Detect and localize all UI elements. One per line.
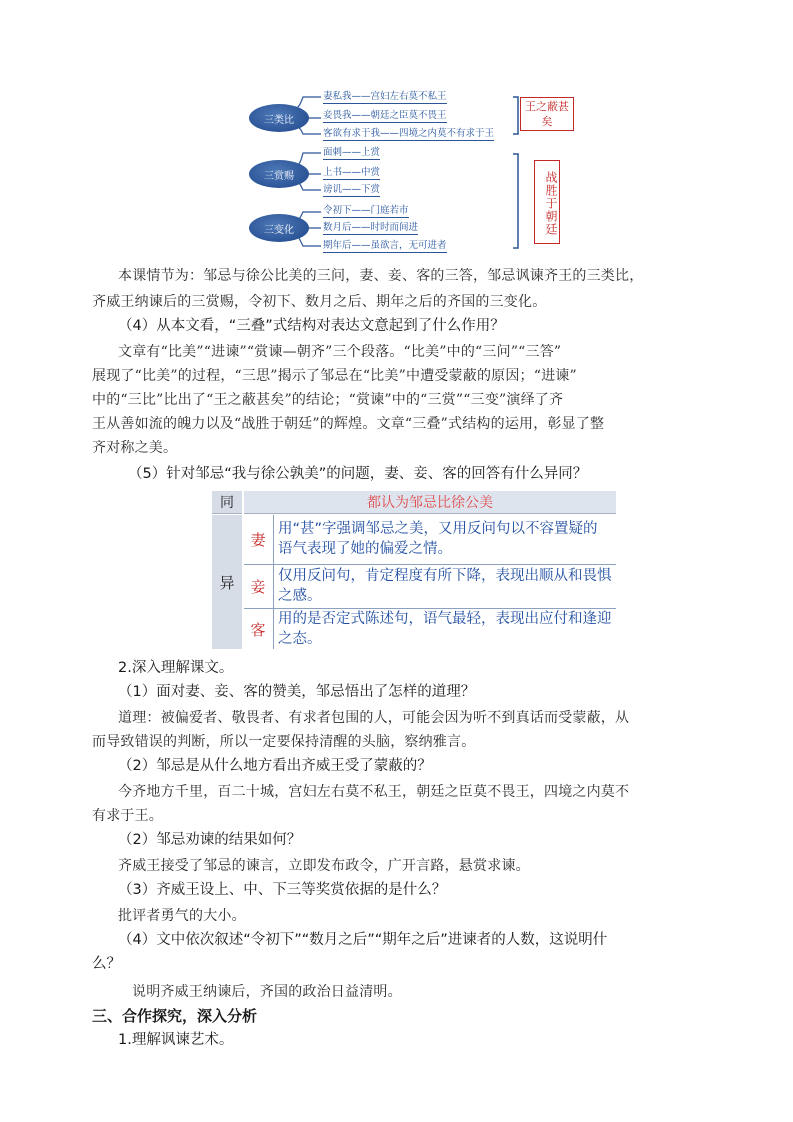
answer-2-2-line: 有求于王。 bbox=[92, 808, 163, 824]
mindmap-item: 谤讥——下赏 bbox=[323, 184, 381, 195]
section-3-heading: 三、合作探究，深入分析 bbox=[92, 1007, 258, 1025]
question-5: （5）针对邹忌“我与徐公孰美”的问题，妻、妾、客的回答有什么异同？ bbox=[128, 466, 588, 482]
diff-label: 异 bbox=[212, 515, 242, 649]
row-text: 用“甚”字强调邹忌之美，又用反问句以不容置疑的语气表现了她的偏爱之情。 bbox=[278, 521, 598, 557]
mindmap-item: 数月后——时时而间进 bbox=[323, 222, 419, 233]
node-comparison: 三类比 bbox=[249, 104, 309, 132]
node-reward: 三赏赐 bbox=[249, 160, 309, 188]
same-label: 同 bbox=[212, 491, 242, 514]
question-2-1: （1）面对妻、妾、客的赞美，邹忌悟出了怎样的道理？ bbox=[118, 684, 476, 700]
question-2-5: （4）文中依次叙述“令初下”“数月之后”“期年之后”进谏者的人数，这说明什 bbox=[118, 932, 608, 948]
row-label-concubine: 妾 bbox=[250, 577, 266, 596]
answer-2-3: 齐威王接受了邹忌的谏言，立即发布政令，广开言路，悬赏求谏。 bbox=[118, 858, 530, 874]
answer-4-line: 齐对称之美。 bbox=[92, 440, 178, 456]
question-2-2: （2）邹忌是从什么地方看出齐威王受了蒙蔽的？ bbox=[118, 758, 432, 774]
section-2-title: 2.深入理解课文。 bbox=[118, 660, 234, 676]
same-text: 都认为邹忌比徐公美 bbox=[244, 491, 616, 514]
question-2-3: （2）邹忌劝谏的结果如何？ bbox=[118, 832, 302, 848]
table-row bbox=[244, 565, 616, 607]
question-2-4: （3）齐威王设上、中、下三等奖赏依据的是什么？ bbox=[118, 882, 447, 898]
mindmap-item: 妻私我——宫妇左右莫不私王 bbox=[323, 91, 447, 102]
question-2-5-cont: 么？ bbox=[92, 956, 121, 972]
question-4: （4）从本文看，“三叠”式结构对表达文意起到了什么作用？ bbox=[118, 318, 505, 334]
mindmap-item: 上书——中赏 bbox=[323, 167, 381, 178]
answer-4-line: 王从善如流的魄力以及“战胜于朝廷”的辉煌。文章“三叠”式结构的运用，彰显了整 bbox=[92, 416, 605, 432]
conclusion-box-blinded: 王之蔽甚矣 bbox=[520, 97, 574, 131]
mindmap-figure bbox=[245, 88, 585, 256]
comparison-table bbox=[212, 491, 616, 649]
answer-4-line: 文章有“比美”“进谏”“赏谏—朝齐”三个段落。“比美”中的“三问”“三答” bbox=[118, 344, 562, 360]
mindmap-item: 妾畏我——朝廷之臣莫不畏王 bbox=[323, 110, 447, 121]
row-label-wife: 妻 bbox=[250, 530, 266, 549]
mindmap-item: 客欲有求于我——四境之内莫不有求于王 bbox=[323, 128, 495, 139]
row-label-guest: 客 bbox=[250, 620, 266, 639]
answer-4-line: 展现了“比美”的过程，“三思”揭示了邹忌在“比美”中遭受蒙蔽的原因；“进谏” bbox=[92, 368, 577, 384]
table-row bbox=[244, 515, 616, 563]
answer-2-1-line: 而导致错误的判断，所以一定要保持清醒的头脑，察纳雅言。 bbox=[92, 734, 476, 750]
row-text: 用的是否定式陈述句，语气最轻，表现出应付和逢迎之态。 bbox=[278, 611, 612, 647]
mindmap-item: 期年后——虽欲言，无可进者 bbox=[323, 240, 447, 251]
answer-2-2-line: 今齐地方千里，百二十城，宫妇左右莫不私王，朝廷之臣莫不畏王，四境之内莫不 bbox=[118, 784, 630, 800]
node-change: 三变化 bbox=[249, 214, 309, 242]
answer-4-line: 中的“三比”比出了“王之蔽甚矣”的结论；“赏谏”中的“三赏”“三变”演绎了齐 bbox=[92, 392, 564, 408]
row-text: 仅用反问句，肯定程度有所下降，表现出顺从和畏惧之感。 bbox=[278, 568, 612, 604]
answer-2-4: 批评者勇气的大小。 bbox=[118, 908, 246, 924]
table-row bbox=[244, 609, 616, 649]
section-3-1-title: 1.理解讽谏艺术。 bbox=[118, 1032, 234, 1048]
summary-line: 本课情节为：邹忌与徐公比美的三问，妻、妾、客的三答，邹忌讽谏齐王的三类比， bbox=[118, 268, 644, 284]
conclusion-box-victory: 战胜于朝廷 bbox=[534, 160, 560, 244]
answer-2-1-line: 道理：被偏爱者、敬畏者、有求者包围的人，可能会因为听不到真话而受蒙蔽，从 bbox=[118, 710, 630, 726]
mindmap-item: 面刺——上赏 bbox=[323, 147, 381, 158]
summary-line: 齐威王纳谏后的三赏赐，令初下、数月之后、期年之后的齐国的三变化。 bbox=[92, 294, 547, 310]
mindmap-item: 令初下——门庭若市 bbox=[323, 205, 409, 216]
answer-2-5: 说明齐威王纳谏后，齐国的政治日益清明。 bbox=[132, 984, 402, 1000]
